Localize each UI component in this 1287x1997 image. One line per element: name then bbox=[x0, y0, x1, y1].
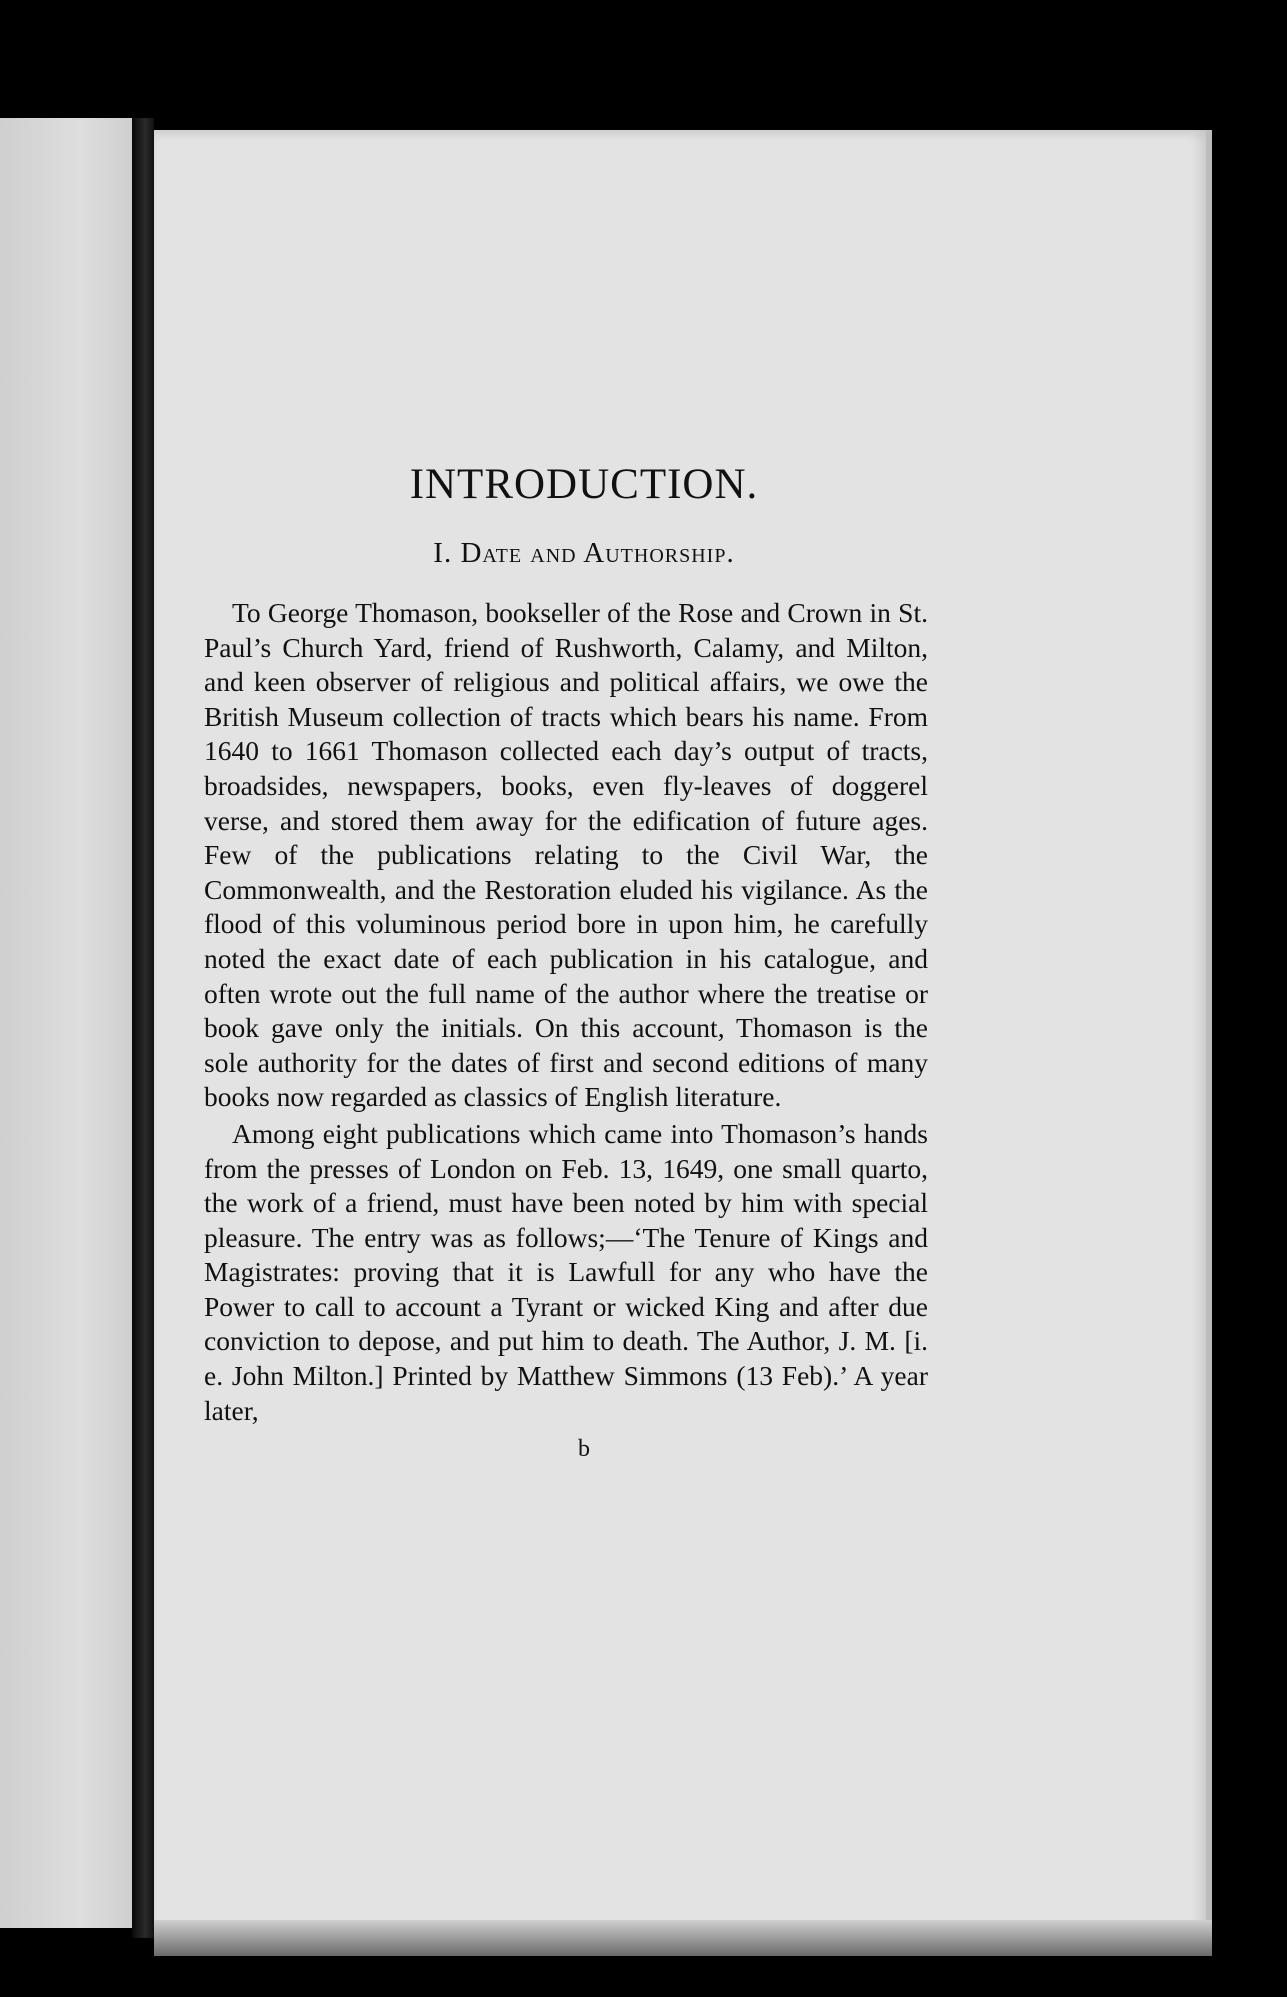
book-gutter bbox=[132, 118, 154, 1938]
paragraph-2: Among eight publications which came into Thomason’s hands from the presses of London on Feb. 13, 1649, one small quarto, the work of a friend, must have been noted by him with special pleasure. The entry was as follows;—‘The Tenure of Kings and Magistrates: proving that it is Lawfull for any who have the Power to call to account a Tyrant or wicked King and after due conviction to depose, and put him to death. The Author, J. M. [i. e. John Milton.] Printed by Matthew Simmons (13 Feb).’ A year later, bbox=[204, 1117, 928, 1426]
signature-mark: b bbox=[578, 1436, 590, 1463]
page-text-block bbox=[204, 460, 928, 1463]
adjacent-page-sliver bbox=[0, 118, 132, 1928]
page-title: INTRODUCTION. bbox=[409, 461, 759, 508]
page-bottom-edge bbox=[154, 1920, 1212, 1956]
paragraph-1: To George Thomason, bookseller of the Rose and Crown in St. Paul’s Church Yard, friend of Rushworth, Calamy, and Milton, and keen observer of religious and political affairs, we owe the British Museum collection of tracts which bears his name. From 1640 to 1661 Thomason collected each day’s output of tracts, broadsides, newspapers, books, even fly-leaves of doggerel verse, and stored them away for the edification of future ages. Few of the publications relating to the Civil War, the Commonwealth, and the Restoration eluded his vigilance. As the flood of this voluminous period bore in upon him, he carefully noted the exact date of each publication in his catalogue, and often wrote out the full name of the author where the treatise or book gave only the initials. On this account, Thomason is the sole authority for the dates of first and second editions of many books now regarded as classics of English literature. bbox=[204, 597, 928, 1113]
section-heading: I. Date and Authorship. bbox=[433, 537, 735, 569]
